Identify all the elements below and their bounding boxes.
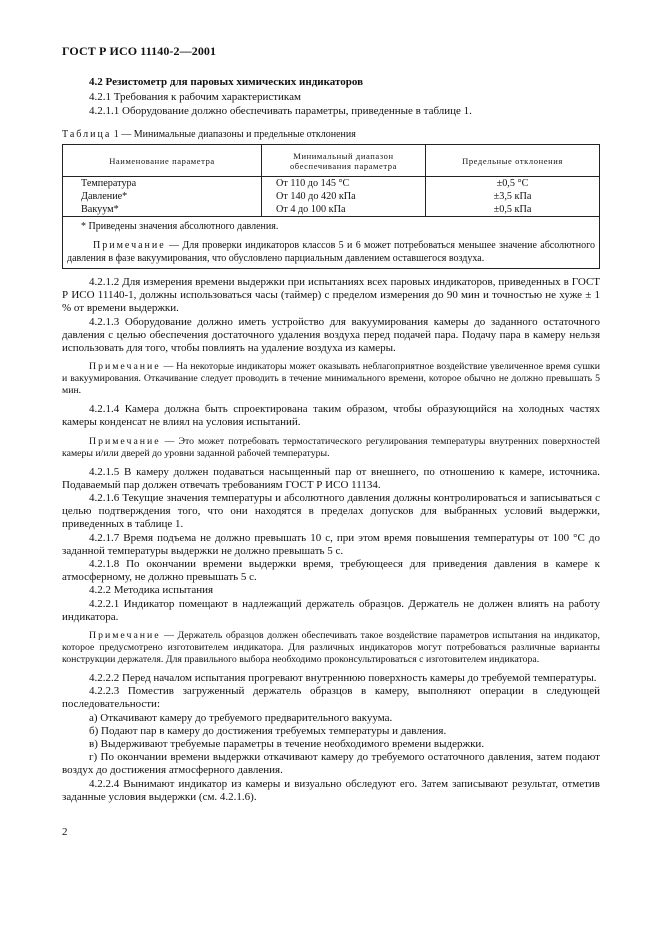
table-header-cell: Предельные отклонения <box>426 145 600 177</box>
body-text <box>62 276 600 804</box>
note-1: Примечание — На некоторые индикаторы может оказывать неблагоприятное воздействие увеличенное время сушки и вакуумирования. Откачивание следует проводить в течение минимального времени, которое обычно не должно превышать 5 мин. <box>62 361 600 397</box>
table-cell: От 4 до 100 кПа <box>262 203 426 217</box>
paragraph-4-2-1-8: 4.2.1.8 По окончании времени выдержки время, требующееся для приведения давления в камере к атмосферному, не должно превышать 5 с. <box>62 558 600 584</box>
paragraph-4-2-1-3: 4.2.1.3 Оборудование должно иметь устройство для вакуумирования камеры до заданного остаточного давления с целью обеспечения достаточного удаления воздуха перед подачей пара. Подачу пара в камеру нельзя использовать для того, чтобы повлиять на удаление воздуха из камеры. <box>62 315 600 355</box>
table-cell: Вакуум* <box>63 203 262 217</box>
list-item: г) По окончании времени выдержки откачивают камеру до требуемого остаточного давления, затем подают воздух до достижения атмосферного давления. <box>62 751 600 777</box>
page-number: 2 <box>62 826 68 838</box>
list-item: в) Выдерживают требуемые параметры в течение необходимого времени выдержки. <box>89 738 485 751</box>
section-title: 4.2 Резистометр для паровых химических индикаторов <box>89 76 364 88</box>
table-footnote: * Приведены значения абсолютного давления. <box>81 221 279 232</box>
table-header-cell: Наименование параметра <box>63 145 262 177</box>
document-header: ГОСТ Р ИСО 11140-2—2001 <box>62 44 217 58</box>
paragraph-4-2-1-2: 4.2.1.2 Для измерения времени выдержки при испытаниях всех паровых индикаторов, приведенных в ГОСТ Р ИСО 11140-1, должны использоваться часы (таймер) с пределом измерения до 90 мин и точностью не хуже ± 1 % от времени выдержки. <box>62 276 600 315</box>
table-header-row <box>63 145 600 177</box>
subsection-heading: 4.2.1 Требования к рабочим характеристикам <box>89 91 301 103</box>
paragraph-4-2-2-3: 4.2.2.3 Поместив загруженный держатель образцов в камеру, выполняют операции в следующей последовательности: <box>62 685 600 711</box>
paragraph-4-2-2-1: 4.2.2.1 Индикатор помещают в надлежащий держатель образцов. Держатель не должен влиять на работу индикатора. <box>62 597 600 623</box>
paragraph-4-2-2-4: 4.2.2.4 Вынимают индикатор из камеры и визуально обследуют его. Затем записывают результат, отметив заданные условия выдержки (см. 4.2.1.6). <box>62 777 600 803</box>
note-2: Примечание — Это может потребовать термостатического регулирования температуры внутренних поверхностей камеры и/или дверей до уровни заданной рабочей температуры. <box>62 435 600 459</box>
table-cell: От 110 до 145 °С <box>262 177 426 191</box>
paragraph-4-2-1-4: 4.2.1.4 Камера должна быть спроектирована таким образом, чтобы образующийся на холодных частях камеры конденсат не влиял на условия испытаний. <box>62 403 600 429</box>
table-cell: Давление* <box>63 190 262 203</box>
table-cell: ±3,5 кПа <box>426 190 600 203</box>
table-footer <box>63 217 600 269</box>
paragraph-4-2-1-5: 4.2.1.5 В камеру должен подаваться насыщенный пар от внешнего, по отношению к камере, источника. Подаваемый пар должен отвечать требованиям ГОСТ Р ИСО 11134. <box>62 465 600 491</box>
table-row <box>63 190 600 203</box>
paragraph-4-2-1-1: 4.2.1.1 Оборудование должно обеспечивать параметры, приведенные в таблице 1. <box>89 105 472 117</box>
table-cell: Температура <box>63 177 262 191</box>
list-item: б) Подают пар в камеру до достижения требуемых температуры и давления. <box>89 724 447 737</box>
table-header-cell: Минимальный диапазон обеспечивания параметра <box>262 145 426 177</box>
table-cell: ±0,5 °С <box>426 177 600 191</box>
paragraph-4-2-2-2: 4.2.2.2 Перед началом испытания прогревают внутреннюю поверхность камеры до требуемой температуры. <box>89 672 597 685</box>
note-3: Примечание — Держатель образцов должен обеспечивать такое воздействие параметров испытания на индикатор, которое предусмотрено изготовителем индикатора. Для различных индикаторов могут потребоваться различные варианты конструкции держателя. Для правильного выбора необходимо проконсультироваться с изготовителем индикатора. <box>62 630 600 666</box>
paragraph-4-2-1-7: 4.2.1.7 Время подъема не должно превышать 10 с, при этом время повышения температуры от 100 °С до заданной температуры выдержки не должно превышать 5 с. <box>62 531 600 557</box>
table-caption: Таблица 1 — Минимальные диапазоны и предельные отклонения <box>62 129 356 140</box>
list-item: а) Откачивают камеру до требуемого предварительного вакуума. <box>89 711 393 724</box>
table-note: Примечание — Для проверки индикаторов классов 5 и 6 может потребоваться меньшее значение абсолютного давления в фазе вакуумирования, что обусловлено парциальным давлением оставшегося воздуха. <box>67 240 595 264</box>
table-footer-row <box>63 217 600 269</box>
table-row <box>63 177 600 191</box>
table-row <box>63 203 600 217</box>
subsection-4-2-2: 4.2.2 Методика испытания <box>89 584 214 597</box>
parameters-table <box>62 144 600 269</box>
table-cell: ±0,5 кПа <box>426 203 600 217</box>
table-cell: От 140 до 420 кПа <box>262 190 426 203</box>
paragraph-4-2-1-6: 4.2.1.6 Текущие значения температуры и абсолютного давления должны контролироваться и записываться с целью подтверждения того, что они находятся в пределах допусков для выбранных условий выдержки, приведенных в таблице 1. <box>62 492 600 531</box>
